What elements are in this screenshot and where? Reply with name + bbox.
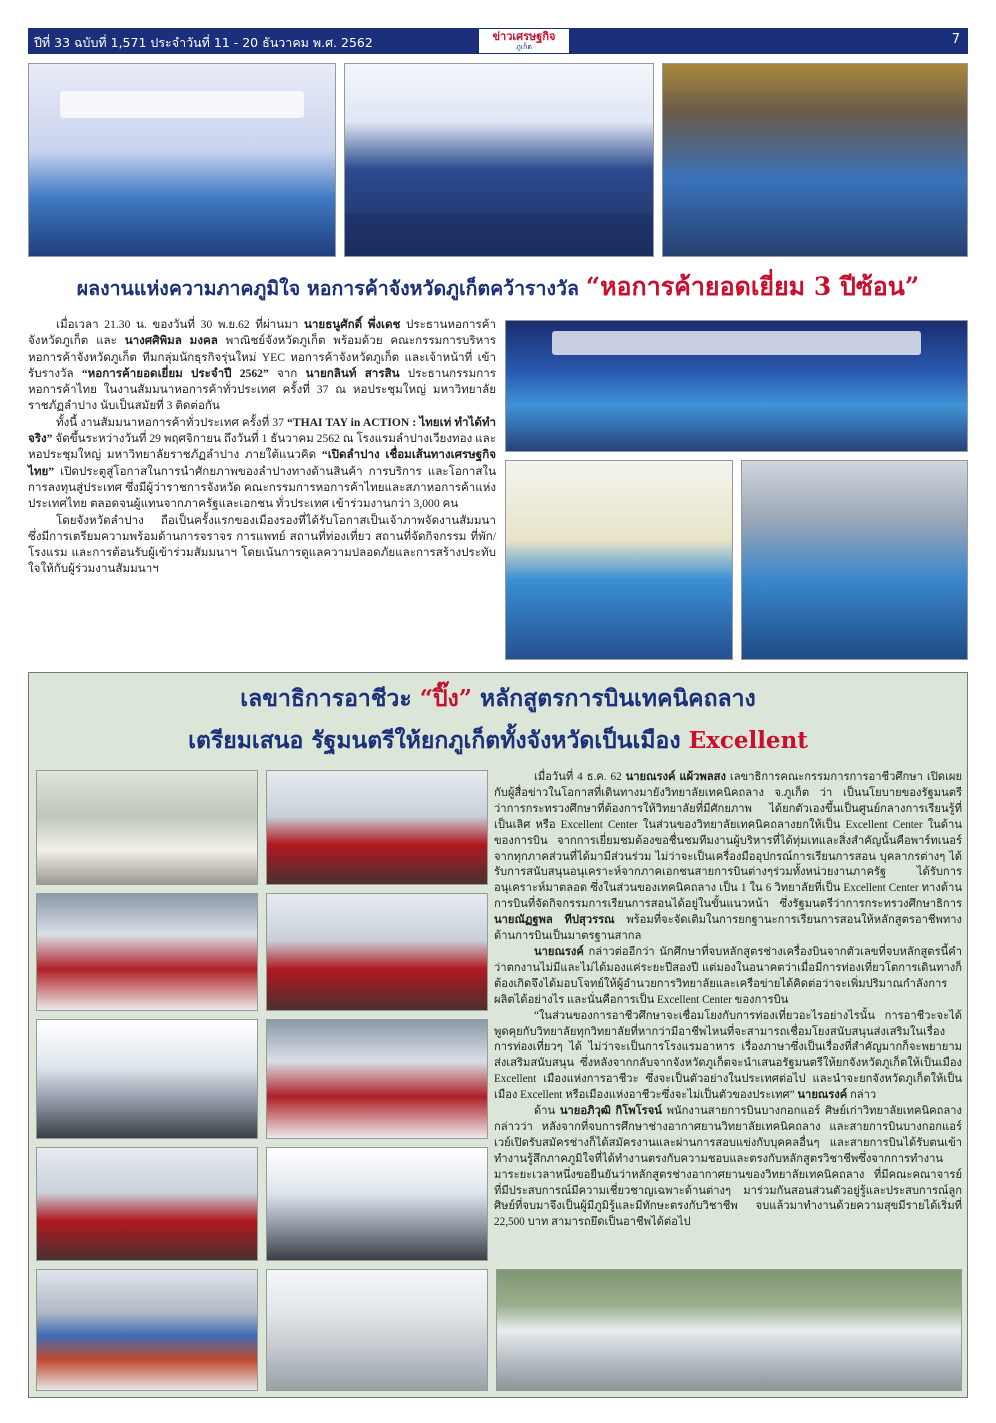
- text-run: เมื่อวันที่ 4 ธ.ค. 62: [534, 771, 626, 783]
- text-run: ทั้งนี้ งานสัมมนาหอการค้าทั่วประเทศ ครั้งที่ 37: [56, 415, 288, 429]
- page-number: 7: [951, 32, 960, 47]
- article1-headline-quote: “หอการค้ายอดเยี่ยม 3 ปีซ้อน”: [585, 272, 920, 301]
- person-name: นายกลินท์ สารสิน: [305, 366, 400, 380]
- event-theme: “เปิดลำปาง เชื่อมเส้นทางเศรษฐกิจไทย”: [28, 448, 497, 478]
- logo-subtitle: ภูเก็ต: [516, 43, 532, 51]
- photo-classroom-audience: [36, 893, 258, 1011]
- photo-aircraft-mockup-visit: [266, 1147, 488, 1261]
- article2-paragraph: [494, 770, 962, 945]
- event-name: “THAI TAY in ACTION : ไทยเท่ ทำได้ทำจริง”: [28, 415, 496, 446]
- issue-header-bar: [28, 28, 968, 54]
- article2-paragraph: [494, 1104, 962, 1231]
- article1-paragraph: [28, 415, 496, 513]
- text-run: ประธานกรรมการหอการค้าไทย ในงานสัมมนาหอการค้าทั่วประเทศ ครั้งที่ 37 ณ หอประชุมใหญ่ มหาวิทยาลัยราชภัฏลำปาง นับเป็นสมัยที่ 3 ติดต่อกัน: [28, 366, 497, 413]
- text-run: กล่าว: [847, 1089, 877, 1102]
- text-run: พาณิชย์จังหวัดภูเก็ต พร้อมด้วย คณะกรรมการบริหารหอการค้าจังหวัดภูเก็ต ทีมกลุ่มนักธุรกิจรุ่นใหม่ YEC หอการค้าจังหวัดภูเก็ต และเจ้าหน้าที่ เข้ารับรางวัล: [28, 334, 496, 380]
- text-run: พร้อมที่จะจัดเติมในการยกฐานะการเรียนการสอนให้หลักสูตรอาชีพทางด้านการบินเป็นมาตรฐานสากล: [494, 914, 962, 943]
- article2-body: [494, 770, 962, 1265]
- text-run: ประธานหอการค้าจังหวัดภูเก็ต และ: [28, 318, 496, 348]
- person-name: นางศศิพิมล มงคล: [124, 334, 218, 348]
- article2-paragraph: [494, 1009, 962, 1104]
- photo-hall-group: [662, 63, 968, 257]
- text-run: ด้าน: [534, 1105, 560, 1118]
- article2-headline-line1: [28, 682, 968, 716]
- article1-paragraph: [28, 317, 496, 415]
- article1-body: [28, 317, 496, 657]
- photo-hangar-aircraft: [266, 1269, 488, 1391]
- person-name: นายธนูศักดิ์ พึ่งเดช: [303, 318, 401, 331]
- person-name: นายณรงค์: [797, 1089, 848, 1102]
- text-run: จาก: [268, 366, 306, 380]
- text-run: เลขาธิการคณะกรรมการการอาชีวศึกษา เปิดเผยกับผู้สื่อข่าวในโอกาสที่เดินทางมายังวิทยาลัยเทคนิคถลาง จ.ภูเก็ต ว่า เป็นนโยบายของรัฐมนตรีว่าการกระทรวงศึกษาที่ต้องการให้วิทยาลัยที่มีศักยภาพ ได้ยกตัวเองขึ้นเป็นศูนย์กลางการเรียนรู้ที่เป็นเลิศ หรือ Excellent Center ในส่วนของวิทยาลัยเทคนิคถลางยกให้เป็น Excellent Center ในด้านของการบิน จากการเยี่ยมชมต้องขอชื่นชมทีมงานผู้บริหารที่ได้ทุ่มเทและสิ่งสำคัญนั้นคือพาร์ทเนอร์จากทุกภาคส่วนที่ได้มามีส่วนร่วม ไม่ว่าจะเป็นเครื่องมืออุปกรณ์การเรียนการสอน บุคลากรต่างๆ ได้รับการสนับสนุนอนุเคราะห์จากภาคเอกชนสายการบินต่างๆร่วมทั้งหน่วยงานภาครัฐ ได้รับการอนุเคราะห์มาตลอด ซึ่งในส่วนของเทคนิคถลาง เป็น 1 ใน 6 วิทยาลัยที่เป็น Excellent Center ทางด้านการบินที่จัดกิจกรรมการเรียนการสอนได้อยู่ในขั้นแนวหน้า ซึ่งรัฐมนตรีว่าการกระทรวงศึกษาธิการ: [494, 771, 963, 911]
- award-name: “หอการค้ายอดเยี่ยม ประจำปี 2562”: [81, 366, 269, 380]
- issue-info: ปีที่ 33 ฉบับที่ 1,571 ประจำวันที่ 11 - 20 ธันวาคม พ.ศ. 2562: [34, 35, 373, 50]
- photo-award-ceremony: [505, 320, 968, 452]
- text-run: เลขาธิการอาชีวะ: [240, 685, 420, 712]
- article1-headline: [28, 265, 968, 309]
- article2-headline-line2: [28, 724, 968, 758]
- headline-highlight: Excellent: [688, 727, 808, 754]
- photo-workshop-tour: [36, 1019, 258, 1139]
- person-name: นายณัฏฐพล ทีปสุวรรณ: [494, 914, 615, 927]
- headline-quote: “ปิ๊ง”: [419, 685, 473, 712]
- photo-cabin-training: [36, 1147, 258, 1261]
- newspaper-logo: [478, 28, 570, 54]
- text-run: เตรียมเสนอ รัฐมนตรีให้ยกภูเก็ตทั้งจังหวัดเป็นเมือง: [188, 727, 689, 754]
- person-name: นายณรงค์: [534, 945, 584, 958]
- text-run: เปิดประตูสู่โอกาสในการนำศักยภาพของลำปางทางด้านสินค้า การบริการ และโอกาสในการลงทุนสู่ประเทศ ซึ่งมีผู้ว่าราชการจังหวัด คณะกรรมการหอการค้าไทยและสภาหอการค้าแห่งประเทศไทย ตลอดจนผู้แทนจากภาครัฐและเอกชน ทั่วประเทศ เข้าร่วมงานกว่า 3,000 คน: [28, 464, 496, 511]
- photo-light-aircraft-outdoor: [496, 1269, 962, 1391]
- photo-instructor-briefing: [266, 1019, 488, 1139]
- photo-meeting-table: [36, 770, 258, 885]
- article1-headline-text: ผลงานแห่งความภาคภูมิใจ หอการค้าจังหวัดภูเก็ตคว้ารางวัล: [76, 277, 586, 300]
- article2-paragraph: [494, 945, 962, 1009]
- photo-seminar-stage-group: [28, 63, 336, 257]
- photo-team-with-trophy: [741, 460, 968, 660]
- photo-officials-group: [266, 893, 488, 1011]
- photo-trophy-portrait: [505, 460, 733, 660]
- text-run: พนักงานสายการบินบางกอกแอร์ ศิษย์เก่าวิทยาลัยเทคนิคถลาง กล่าวว่า หลังจากที่จบการศึกษาช่างอากาศยานวิทยาลัยเทคนิคถลาง และสายการบินบางกอกแอร์เวย์เปิดรับสมัครช่างก็ได้สมัครงานและผ่านการสอบแข่งกับบุคคลอื่นๆ และสายการบินได้รับตนเข้าทำงานรู้สึกภาคภูมิใจที่ได้ทำงานตรงกับความชอบและตรงกับหลักสูตรวิชาชีพซึ่งจากการทำงานมาระยะเวลาหนึ่งขอยืนยันว่าหลักสูตรช่างอากาศยานของวิทยาลัยเทคนิคถลาง ที่มีคณะคณาจารย์ที่มีประสบการณ์มีความเชี่ยวชาญเฉพาะด้านต่างๆ มาร่วมกันสอนส่วนตัวอยู่รู้และประสบการณ์ลูกศิษย์ที่จบมาจึงเป็นผู้มีภูมิรู้และมีทักษะตรงกับวิชาชีพ จบแล้วมาทำงานด้วยความสุขมีรายได้เริ่มที่ 22,500 บาท สามารถยึดเป็นอาชีพได้ต่อไป: [494, 1105, 962, 1229]
- text-run: หลักสูตรการบินเทคนิคถลาง: [472, 685, 756, 712]
- text-run: เมื่อเวลา 21.30 น. ของวันที่ 30 พ.ย.62 ที่ผ่านมา: [56, 318, 304, 331]
- logo-title: ข่าวเศรษฐกิจ: [492, 30, 556, 43]
- text-run: จัดขึ้นระหว่างวันที่ 29 พฤศจิกายน ถึงวันที่ 1 ธันวาคม 2562 ณ โรงแรมลำปางเวียงทอง และหอประชุมใหญ่ มหาวิทยาลัยราชภัฏลำปาง ภายใต้แนวคิด: [28, 432, 496, 462]
- photo-executives-stage: [344, 63, 654, 257]
- photo-visitors-red-jackets: [266, 770, 488, 885]
- text-run: กล่าวต่ออีกว่า นักศึกษาที่จบหลักสูตรช่างเครื่องบินจากตัวเลขที่จบหลักสูตรนี้คำว่าตกงานไม่มีและไม่ได้มองแค่ระยะปีสองปี แต่มองในอนาคตว่าเมื่อมีการท่องเที่ยวโตการเดินทางก็ต้องเกิดจึงได้มอบโจทย์ให้ผู้อำนวยการวิทยาลัยและเครือข่ายได้คิดต่อว่าจะเพิ่มปริมาณกำลังการผลิตได้อย่างไร และนั่นคือการเป็น Excellent Center ของการบิน: [494, 945, 962, 1006]
- text-run: “ในส่วนของการอาชีวศึกษาจะเชื่อมโยงกับการท่องเที่ยวอะไรอย่างไรนั้น การอาชีวะจะได้พูดคุยกับวิทยาลัยทุกวิทยาลัยที่หากว่ามีอาชีพไหนที่จะสามารถเชื่อมโยงสนับสนุนส่งเสริมในเรื่องการท่องเที่ยวๆ ได้ ไม่ว่าจะเป็นการโรงแรมอาหาร เรื่องภาษาซึ่งเป็นเรื่องที่สำคัญมากก็จะพยายามส่งเสริมสนับสนุน ซึ่งหลังจากกลับจากจังหวัดภูเก็ตจะนำเสนอรัฐมนตรีให้ยกจังหวัดภูเก็ตให้เป็นเมือง Excellent เมืองแห่งการอาชีวะ ซึ่งจะเป็นตัวอย่างในประเทศต่อไป และนำจะยกจังหวัดภูเก็ตให้เป็นเมือง Excellent หรือเมืองแห่งอาชีวะซึ่งจะไม่เป็นตัวของประเทศ”: [494, 1009, 962, 1102]
- article1-paragraph: โดยจังหวัดลำปาง ถือเป็นครั้งแรกของเมืองรองที่ได้รับโอกาสเป็นเจ้าภาพจัดงานสัมมนา ซึ่งมีการเตรียมความพร้อมด้านการจราจร การแพทย์ สถานที่ท่องเที่ยว สถานที่จัดกิจกรรม ที่พัก/โรงแรม และการต้อนรับผู้เข้าร่วมสัมมนาฯ โดยเน้นการดูแลความปลอดภัยและการสร้างประทับใจให้กับผู้ร่วมงานสัมมนาฯ: [28, 513, 496, 576]
- person-name: นายอภิวุฒิ กิโพโรจน์: [559, 1105, 662, 1118]
- photo-tool-display: [36, 1269, 258, 1391]
- person-name: นายณรงค์ แผ้วพลสง: [625, 771, 726, 783]
